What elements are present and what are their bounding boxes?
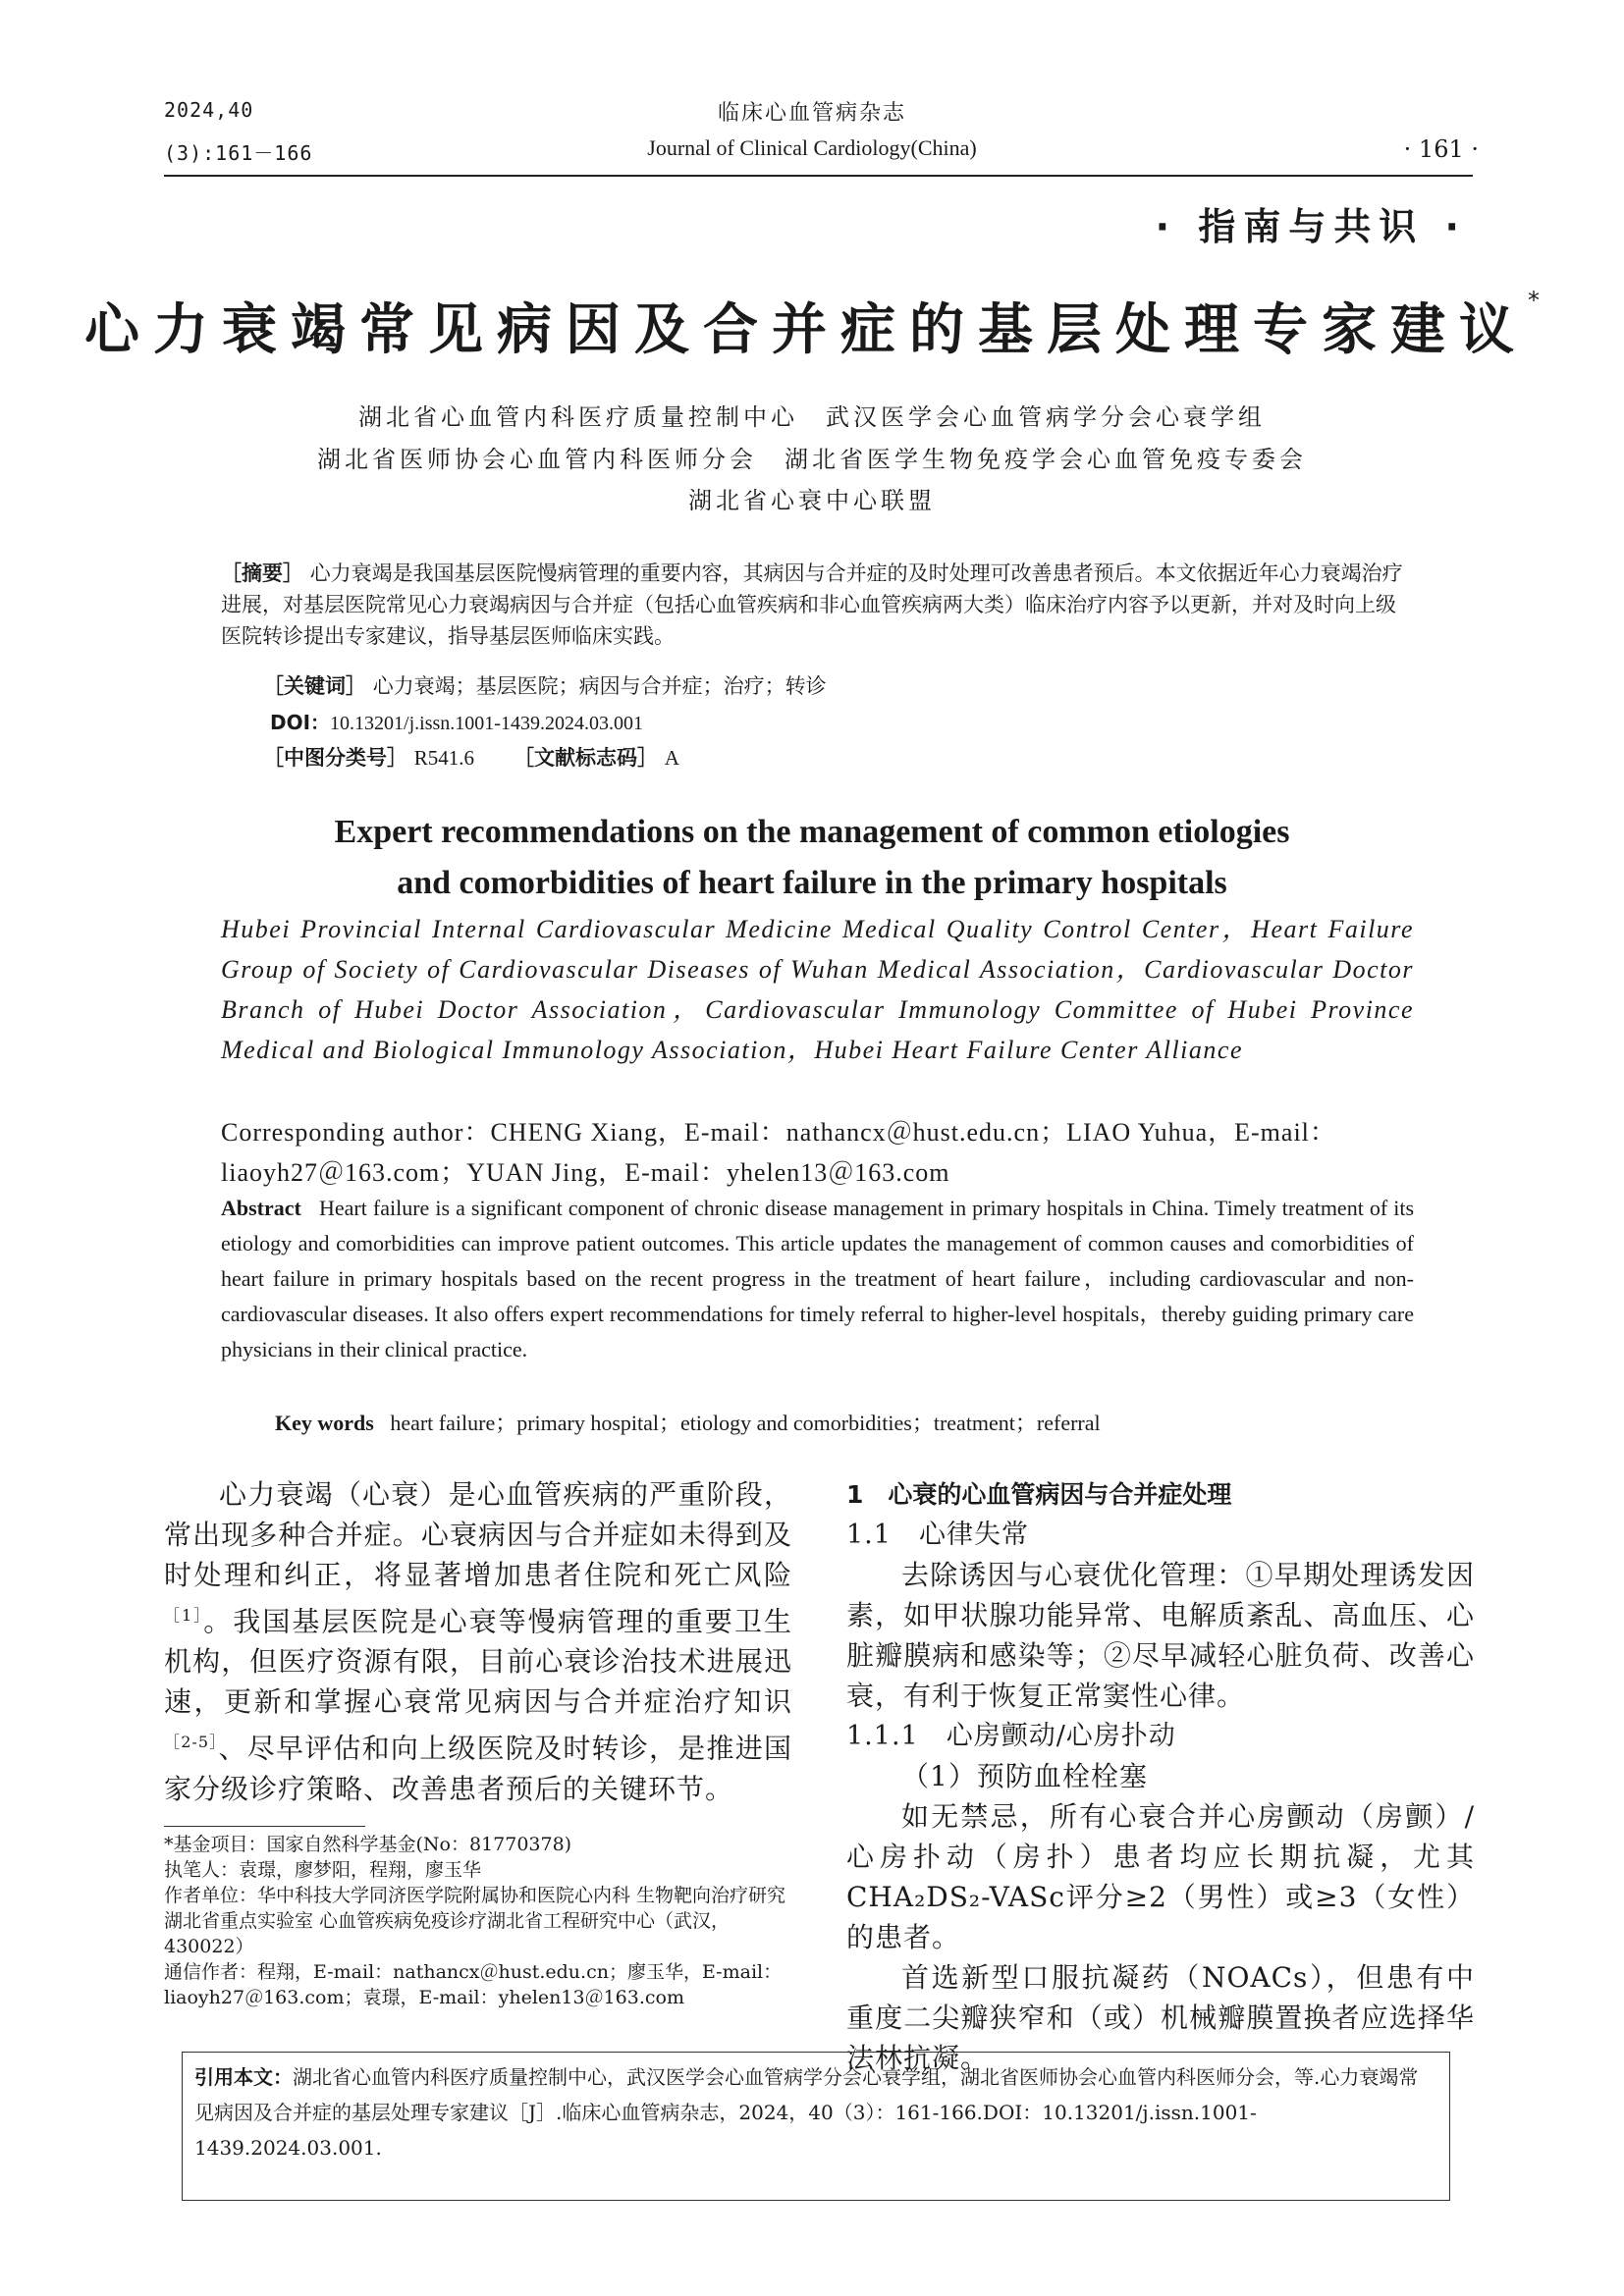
doi-label: DOI： [270,711,331,734]
footnote-divider [164,1826,365,1827]
doi-link[interactable]: 10.13201/j.issn.1001-1439.2024.03.001 [330,713,643,734]
intro-paragraph [164,1474,792,1809]
keywords-cn [263,670,827,700]
citation-body: 湖北省心血管内科医疗质量控制中心，武汉医学会心血管病学分会心衰学组，湖北省医师协会心血管内科医师分会，等.心力衰竭常见病因及合并症的基层处理专家建议［J］.临床心血管病杂志，2024，40（3）：161-166.DOI：10.13201/j.issn.1001-1439.2024.03.001. [194,2065,1419,2160]
intro-text-1: 心力衰竭（心衰）是心血管疾病的严重阶段，常出现多种合并症。心衰病因与合并症如未得到及时处理和纠正，将显著增加患者住院和死亡风险 [164,1478,792,1591]
keywords-en-label: Key words [275,1411,374,1435]
abstract-en [221,1191,1414,1367]
keywords-en [275,1407,1101,1437]
abstract-cn-label: ［摘要］ [221,561,303,585]
journal-name-en: Journal of Clinical Cardiology(China) [647,135,977,160]
title-en-line-2: and comorbidities of heart failure in the primary hospitals [397,865,1227,901]
article-title-cn [0,287,1624,365]
corresponding-author-en: Corresponding author：CHENG Xiang，E-mail：nathancx＠hust.edu.cn；LIAO Yuhua，E-mail：liaoyh27＠163.com；YUAN Jing，E-mail：yhelen13＠163.com [221,1118,1336,1187]
section-tag: · 指南与共识 · [1155,205,1467,248]
paragraph-anticoagulation: 如无禁忌，所有心衰合并心房颤动（房颤）/心房扑动（房扑）患者均应长期抗凝，尤其CHA₂DS₂-VASc评分≥2（男性）或≥3（女性）的患者。 [846,1800,1475,1953]
corresponding-note: 通信作者：程翔，E-mail：nathancx＠hust.edu.cn；廖玉华，E-mail：liaoyh27＠163.com；袁璟，E-mail：yhelen13＠163.com [164,1961,783,2008]
doc-code-label: ［文献标志码］ [514,746,659,770]
footnote [164,1832,792,2010]
keywords-en-text: heart failure；primary hospital；etiology and comorbidities；treatment；referral [390,1411,1101,1435]
writers-note: 执笔人：袁璟，廖梦阳，程翔，廖玉华 [164,1859,482,1881]
header-divider [164,175,1473,177]
body-right-column [846,1474,1475,2078]
paragraph-noacs: 首选新型口服抗凝药（NOACs），但患有中重度二尖瓣狭窄和（或）机械瓣膜置换者应选择华法林抗凝。 [846,1961,1475,2074]
clc-label: ［中图分类号］ [263,746,407,770]
title-text: 心力衰竭常见病因及合并症的基层处理专家建议 [84,298,1528,362]
citation-text [194,2059,1436,2165]
intro-text-3: 、尽早评估和向上级医院及时转诊，是推进国家分级诊疗策略、改善患者预后的关键环节。 [164,1732,792,1805]
title-en-line-1: Expert recommendations on the management of common etiologies [334,814,1290,850]
abstract-en-label: Abstract [221,1196,301,1220]
intro-text-2: 。我国基层医院是心衰等慢病管理的重要卫生机构，但医疗资源有限，目前心衰诊治技术进展迅速，更新和掌握心衰常见病因与合并症治疗知识 [164,1605,792,1719]
abstract-cn [221,558,1414,652]
doi-line [270,707,643,735]
organization-line-2: 湖北省医师协会心血管内科医师分会 湖北省医学生物免疫学会心血管免疫专委会 [317,446,1307,473]
article-title-en [0,807,1624,909]
body-left-column [164,1474,792,1809]
citation-label: 引用本文： [194,2065,293,2089]
journal-volume: 2024,40 [164,98,254,122]
journal-name-cn: 临床心血管病杂志 [717,101,906,126]
section-heading-1-1-1: 1.1.1 心房颤动/心房扑动 [846,1721,1176,1751]
journal-issue-pages: (3):161－166 [164,141,313,165]
doc-code-value: A [664,746,679,770]
subheading-thromboembolism: （1）预防血栓栓塞 [901,1760,1148,1792]
abstract-en-text: Heart failure is a significant component of chronic disease management in primary hospitals in China. Timely treatment of its etiology and comorbidities can improve patient outcomes. This article updates the management of common causes and comorbidities of heart failure in primary hospitals based on the recent progress in the treatment of heart failure，including cardiovascular and non-cardiovascular diseases. It also offers expert recommendations for timely referral to higher-level hospitals，thereby guiding primary care physicians in their clinical practice. [221,1196,1415,1362]
abstract-cn-text: 心力衰竭是我国基层医院慢病管理的重要内容，其病因与合并症的及时处理可改善患者预后。本文依据近年心力衰竭治疗进展，对基层医院常见心力衰竭病因与合并症（包括心血管疾病和非心血管疾病两大类）临床治疗内容予以更新，并对及时向上级医院转诊提出专家建议，指导基层医师临床实践。 [221,561,1403,648]
keywords-cn-label: ［关键词］ [263,674,366,698]
classification-line [263,742,679,772]
organization-line-1: 湖北省心血管内科医疗质量控制中心 武汉医学会心血管病学分会心衰学组 [358,403,1266,431]
page-number: · 161 · [1403,135,1479,163]
fund-footnote-mark: * [1528,287,1540,314]
organization-line-3: 湖北省心衰中心联盟 [688,487,936,514]
section-heading-1: 1 心衰的心血管病因与合并症处理 [846,1480,1232,1509]
authors-en: Hubei Provincial Internal Cardiovascular Medicine Medical Quality Control Center，Heart Failure Group of Society of Cardiovascular Diseases of Wuhan Medical Association，Cardiovascular Doctor Branch of Hubei Doctor Association，Cardiovascular Immunology Committee of Hubei Province Medical and Biological Immunology Association，Hubei Heart Failure Center Alliance [221,915,1414,1064]
citation-ref-2-5[interactable]: ［2-5］ [164,1733,219,1752]
keywords-cn-text: 心力衰竭；基层医院；病因与合并症；治疗；转诊 [372,674,827,698]
paragraph-arrhythmia: 去除诱因与心衰优化管理：①早期处理诱发因素，如甲状腺功能异常、电解质紊乱、高血压、心脏瓣膜病和感染等；②尽早减轻心脏负荷、改善心衰，有利于恢复正常窦性心律。 [846,1559,1475,1712]
section-heading-1-1: 1.1 心律失常 [846,1520,1029,1550]
fund-note: *基金项目：国家自然科学基金(No：81770378) [164,1834,572,1855]
affiliation-note: 作者单位：华中科技大学同济医学院附属协和医院心内科 生物靶向治疗研究湖北省重点实验室 心血管疾病免疫诊疗湖北省工程研究中心（武汉，430022） [164,1885,786,1957]
citation-ref-1[interactable]: ［1］ [164,1606,204,1625]
clc-value: R541.6 [413,746,474,770]
